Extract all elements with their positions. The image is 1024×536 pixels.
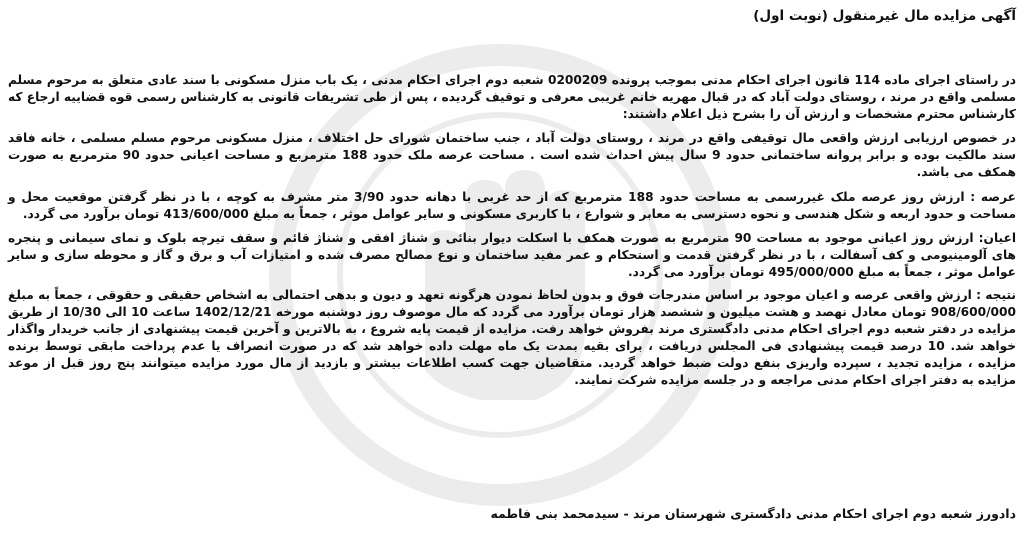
intro-paragraph: در راستای اجرای ماده 114 قانون اجرای احکام مدنی بموجب پرونده 0200209 شعبه دوم اجرای احکام مدنی ، یک باب منزل مسکونی با سند عادی متعلق به مرحوم مسلم مسلمی واقع در مرند ، روستای دولت آباد که در قبال مهریه خانم غریبی معرفی و توقیف گردیده ، پس از طی تشریفات قانونی به کارشناس رسمی قوه قضاییه ارجاع که کارشناس محترم مشخصات و ارزش آن را بشرح ذیل اعلام داشتند: (8, 73, 1016, 121)
land-value-paragraph: عرصه : ارزش روز عرصه ملک غیررسمی به مساحت حدود 188 مترمربع که از حد غربی با دهانه حدود 3/90 متر مشرف به کوچه ، با در نظر گرفتن موقعیت محل و مساحت و حدود اربعه و شکل هندسی و نحوه دسترسی به معابر و شوارع ، با کاربری مسکونی و سایر عوامل موثر ، جمعاً به مبلغ 413/600/000 تومان برآورد می گردد. (8, 190, 1016, 221)
building-value-paragraph: اعیان: ارزش روز اعیانی موجود به مساحت 90 مترمربع به صورت همکف با اسکلت دیوار بنائی و شناژ افقی و شناژ قائم و سقف تیرچه بلوک و نمای سیمانی و پنجره های آلومینیومی و کف آسفالت ، با در نظر گرفتن قدمت و استحکام و عمر مفید ساختمان و نوع مصالح مصرف شده و امتیازات آب و برق و گاز و محوطه سازی و سایر عوامل موثر ، جمعاً به مبلغ 495/000/000 تومان برآورد می گردد. (8, 231, 1016, 279)
appraisal-paragraph: در خصوص ارزیابی ارزش واقعی مال توقیفی واقع در مرند ، روستای دولت آباد ، جنب ساختمان شورای حل اختلاف ، منزل مسکونی مرحوم مسلم مسلمی ، خانه فاقد سند مالکیت بوده و برابر پروانه ساختمانی حدود 9 سال پیش احداث شده است . مساحت عرصه ملک حدود 188 مترمربع و مساحت اعیانی حدود 90 مترمربع به صورت همکف می باشد. (8, 131, 1016, 179)
signature-line: دادورز شعبه دوم اجرای احکام مدنی دادگستری شهرستان مرند - سیدمحمد بنی فاطمه (490, 506, 1016, 521)
result-paragraph: نتیجه : ارزش واقعی عرصه و اعیان موجود بر اساس مندرجات فوق و بدون لحاظ نمودن هرگونه تعهد و دیون و بدهی احتمالی به اشخاص حقیقی و حقوقی ، جمعاً به مبلغ 908/600/000 تومان معادل نهصد و هشت میلیون و ششصد هزار تومان برآورد می گردد که مال موصوف روز دوشنبه مورخه 1402/12/21 ساعت 10 الی 10/30 از طریق مزایده در دفتر شعبه دوم اجرای احکام مدنی دادگستری مرند بفروش خواهد رفت. مزایده از قیمت پایه شروع ، به بالاترین و آخرین قیمت پیشنهادی از جانب خریدار واگذار خواهد شد. 10 درصد قیمت پیشنهادی فی المجلس دریافت ، برای بقیه بمدت یک ماه مهلت داده خواهد شد که در صورت انصراف یا عدم پرداخت مابقی توسط برنده مزایده ، مزایده تجدید ، سپرده واریزی بنفع دولت ضبط خواهد گردید. متقاضیان جهت کسب اطلاعات بیشتر و بازدید از مال مورد مزایده میتوانند پنج روز قبل از موعد مزایده به دفتر اجرای احکام مدنی مراجعه و در جلسه مزایده شرکت نمایند. (8, 288, 1017, 387)
notice-title: آگهی مزایده مال غیرمنقول (نوبت اول) (753, 8, 1016, 24)
